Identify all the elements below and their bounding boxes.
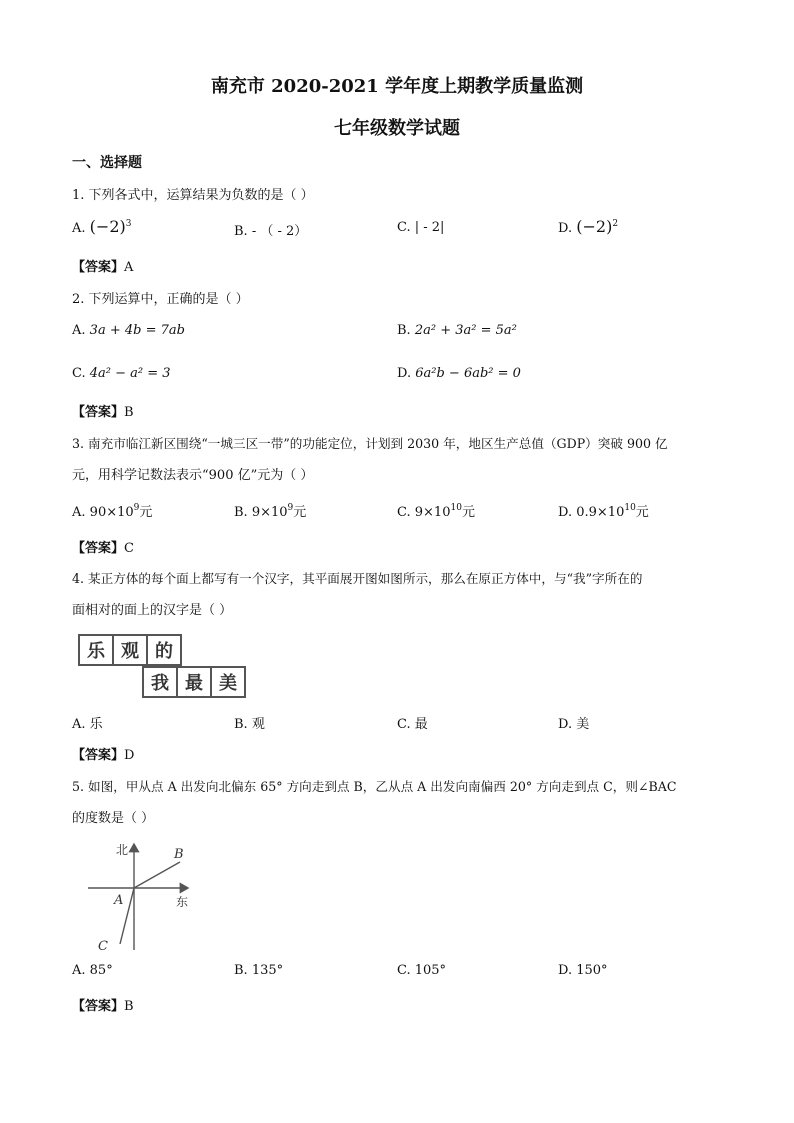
q1-option-d-base: (−2) (576, 217, 613, 236)
q2-option-b-label: B. (397, 323, 411, 338)
q4-option-d: D. 美 (558, 717, 590, 732)
q3-option-d-unit: 元 (635, 505, 649, 520)
q3-option-c-label: C. (397, 505, 411, 520)
net-cell-char: 观 (121, 641, 139, 662)
q4-option-a: A. 乐 (72, 717, 103, 732)
q3-answer (72, 537, 134, 556)
q4-answer-value: D (124, 748, 135, 763)
q5-answer-tag: 【答案】 (72, 999, 125, 1014)
section-choice-heading: 一、选择题 (72, 155, 142, 171)
direction-figure (80, 838, 200, 958)
q2-option-a-expr: 3a + 4b = 7ab (89, 323, 185, 338)
q5-option-d: D. 150° (558, 963, 608, 978)
net-cell (78, 634, 114, 666)
q3-option-d (558, 501, 649, 520)
q1-option-a-label: A. (72, 221, 86, 236)
net-cell (176, 666, 212, 698)
q1-option-d-exp: 2 (612, 219, 619, 229)
q4-option-b: B. 观 (234, 717, 265, 732)
q3-option-a-label: A. (72, 505, 86, 520)
q4-answer (72, 744, 134, 763)
q3-option-c-unit: 元 (461, 505, 475, 520)
q3-option-d-label: D. (558, 505, 573, 520)
q1-option-a (72, 217, 131, 236)
cube-net-bottom-row (142, 666, 244, 698)
q2-answer (72, 401, 134, 420)
q2-stem: 2. 下列运算中，正确的是（ ） (72, 292, 249, 307)
q5-answer (72, 995, 134, 1014)
q3-option-a-unit: 元 (139, 505, 153, 520)
exam-subtitle: 七年级数学试题 (334, 118, 460, 139)
q2-option-d-label: D. (397, 366, 412, 381)
q3-option-c-expr: 9×10 (414, 505, 451, 520)
east-label: 东 (176, 895, 189, 909)
q3-option-a (72, 501, 152, 520)
q4-stem-line2: 面相对的面上的汉字是（ ） (72, 603, 233, 618)
q5-option-c: C. 105° (397, 963, 447, 978)
q3-stem-line1: 3. 南充市临江新区围绕“一城三区一带”的功能定位，计划到 2030 年，地区生产总值（GDP）突破 900 亿 (72, 436, 668, 451)
q1-option-c: C. | - 2| (397, 220, 445, 235)
point-a-label: A (114, 893, 124, 908)
q2-option-b-expr: 2a² + 3a² = 5a² (414, 323, 517, 338)
net-cell-char: 美 (219, 673, 237, 694)
q2-option-b (397, 323, 517, 338)
ray-ab (134, 862, 180, 888)
q5-option-a: A. 85° (72, 963, 113, 978)
q1-option-d (558, 217, 618, 236)
north-label: 北 (116, 843, 129, 857)
q2-answer-value: B (124, 405, 134, 420)
net-cell (146, 634, 182, 666)
q5-stem-line2: 的度数是（ ） (72, 811, 155, 826)
point-b-label: B (174, 847, 184, 862)
q2-option-d (397, 366, 521, 381)
q3-option-b-exp: 9 (287, 503, 294, 513)
q2-option-d-expr: 6a²b − 6ab² = 0 (415, 366, 521, 381)
q1-option-a-base: (−2) (89, 217, 126, 236)
q3-answer-tag: 【答案】 (72, 541, 125, 556)
q2-option-c-label: C. (72, 366, 86, 381)
point-c-label: C (98, 939, 108, 954)
q3-option-a-expr: 90×10 (89, 505, 134, 520)
net-cell (112, 634, 148, 666)
q3-option-b-label: B. (234, 505, 248, 520)
q1-option-b: B. - （ - 2） (234, 224, 308, 239)
q5-stem-line1: 5. 如图，甲从点 A 出发向北偏东 65° 方向走到点 B，乙从点 A 出发向南偏西 20° 方向走到点 C，则∠BAC (72, 779, 677, 794)
net-cell-char: 我 (151, 673, 169, 694)
q2-option-c (72, 366, 171, 381)
q3-answer-value: C (124, 541, 134, 556)
net-cell-char: 最 (185, 673, 203, 694)
q4-answer-tag: 【答案】 (72, 748, 125, 763)
q3-option-a-exp: 9 (133, 503, 140, 513)
q2-option-a-label: A. (72, 323, 86, 338)
q3-option-d-expr: 0.9×10 (576, 505, 625, 520)
net-cell (210, 666, 246, 698)
q3-option-c-exp: 10 (450, 503, 462, 513)
cube-net-top-row (78, 634, 180, 666)
q2-option-a (72, 323, 185, 338)
exam-title: 南充市 2020-2021 学年度上期教学质量监测 (210, 76, 584, 97)
q3-option-b (234, 501, 306, 520)
q1-answer-tag: 【答案】 (72, 260, 125, 275)
q2-answer-tag: 【答案】 (72, 405, 125, 420)
q1-stem: 1. 下列各式中，运算结果为负数的是（ ） (72, 188, 314, 203)
q5-option-b: B. 135° (234, 963, 284, 978)
q4-option-c: C. 最 (397, 717, 428, 732)
q3-option-d-exp: 10 (624, 503, 636, 513)
q1-option-d-label: D. (558, 221, 573, 236)
q3-option-b-unit: 元 (293, 505, 307, 520)
q5-answer-value: B (124, 999, 134, 1014)
q3-option-b-expr: 9×10 (251, 505, 288, 520)
net-cell-char: 的 (155, 641, 173, 662)
q2-option-c-expr: 4a² − a² = 3 (89, 366, 171, 381)
q3-option-c (397, 501, 475, 520)
net-cell-char: 乐 (87, 641, 105, 662)
q1-answer (72, 256, 133, 275)
q1-answer-value: A (124, 260, 134, 275)
q1-option-a-exp: 3 (125, 219, 132, 229)
net-cell (142, 666, 178, 698)
q4-stem-line1: 4. 某正方体的每个面上都写有一个汉字，其平面展开图如图所示，那么在原正方体中，与“我”字所在的 (72, 571, 643, 586)
q3-stem-line2: 元，用科学记数法表示“900 亿”元为（ ） (72, 468, 314, 483)
